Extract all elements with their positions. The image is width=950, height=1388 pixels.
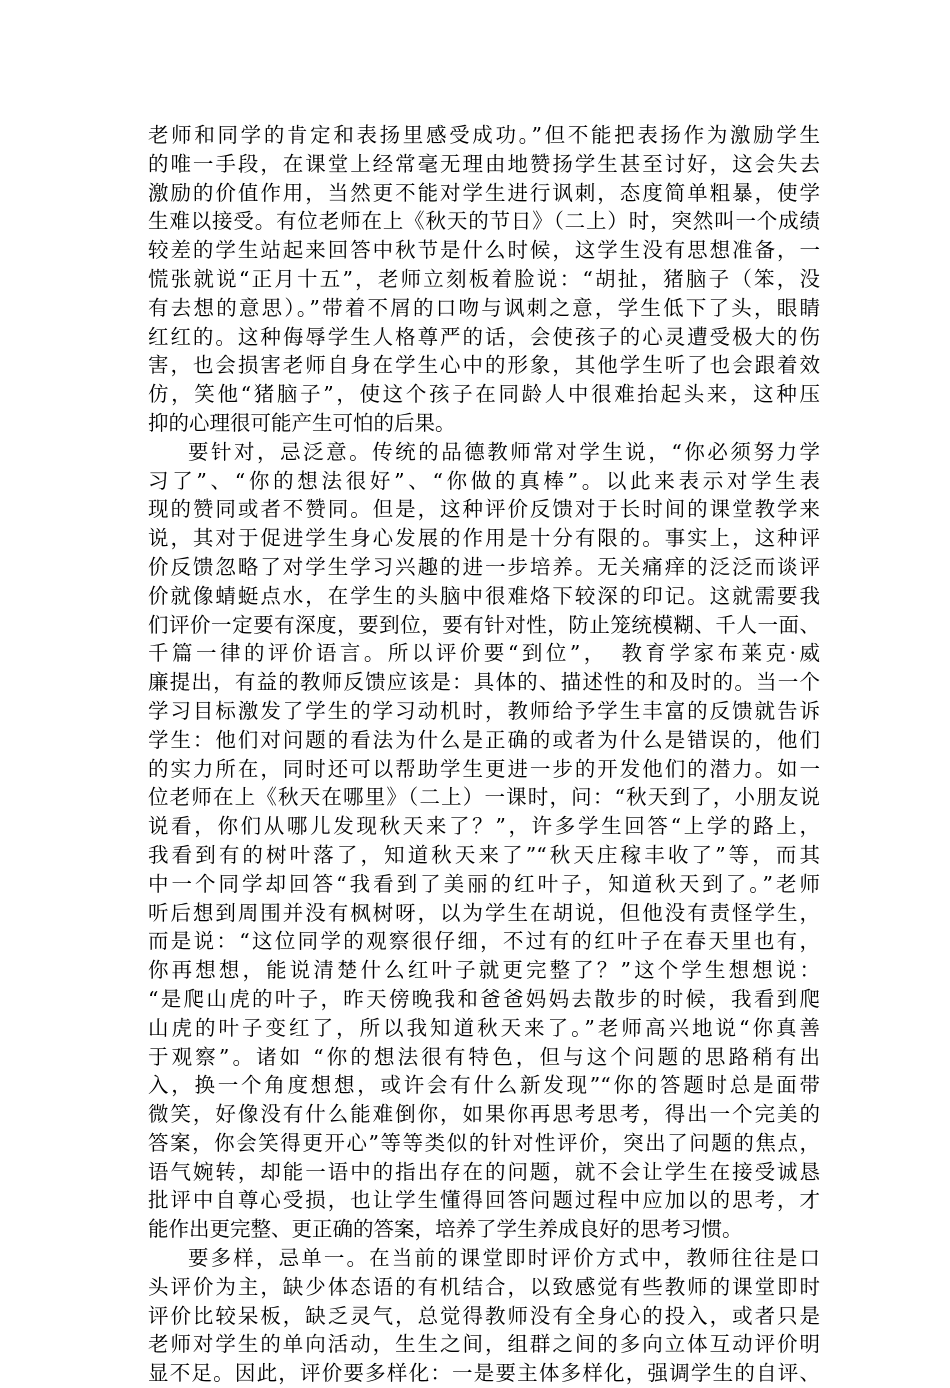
text-line: 慌张就说“正月十五”，老师立刻板着脸说：“胡扯，猪脑子（笨，没 bbox=[148, 266, 820, 291]
text-line: 千篇一律的评价语言。所以评价要“到位”， 教育学家布莱克·威 bbox=[148, 641, 820, 666]
text-line: 微笑，好像没有什么能难倒你，如果你再思考思考，得出一个完美的 bbox=[148, 1102, 820, 1127]
document-body bbox=[148, 121, 820, 1388]
text-line: 听后想到周围并没有枫树呀，以为学生在胡说，但他没有责怪学生， bbox=[148, 900, 820, 925]
text-line: 能作出更完整、更正确的答案，培养了学生养成良好的思考习惯。 bbox=[148, 1217, 743, 1242]
text-line: 批评中自尊心受损，也让学生懂得回答问题过程中应加以的思考，才 bbox=[148, 1188, 820, 1213]
text-line: 中一个同学却回答“我看到了美丽的红叶子，知道秋天到了。”老师 bbox=[148, 871, 820, 896]
text-line: 生难以接受。有位老师在上《秋天的节日》（二上）时，突然叫一个成绩 bbox=[148, 209, 820, 234]
text-line: 答案，你会笑得更开心”等等类似的针对性评价，突出了问题的焦点， bbox=[148, 1130, 820, 1155]
text-line: 显不足。因此，评价要多样化：一是要主体多样化，强调学生的自评、 bbox=[148, 1361, 820, 1386]
text-line: 山虎的叶子变红了，所以我知道秋天来了。”老师高兴地说“你真善 bbox=[148, 1015, 820, 1040]
text-line: 有去想的意思）。”带着不屑的口吻与讽刺之意，学生低下了头，眼睛 bbox=[148, 295, 820, 320]
text-line: 价就像蜻蜓点水，在学生的头脑中很难烙下较深的印记。这就需要我 bbox=[148, 583, 820, 608]
text-line: 入，换一个角度想想，或许会有什么新发现”“你的答题时总是面带 bbox=[148, 1073, 820, 1098]
text-line: “是爬山虎的叶子，昨天傍晚我和爸爸妈妈去散步的时候，我看到爬 bbox=[148, 986, 820, 1011]
text-line: 较差的学生站起来回答中秋节是什么时候，这学生没有思想准备，一 bbox=[148, 238, 820, 263]
text-line: 害，也会损害老师自身在学生心中的形象，其他学生听了也会跟着效 bbox=[148, 353, 820, 378]
text-line: 学习目标激发了学生的学习动机时，教师给予学生丰富的反馈就告诉 bbox=[148, 698, 820, 723]
text-line: 我看到有的树叶落了，知道秋天来了”“秋天庄稼丰收了”等，而其 bbox=[148, 842, 820, 867]
paragraph-start-line: 要针对，忌泛意。传统的品德教师常对学生说，“你必须努力学 bbox=[188, 439, 820, 464]
text-line: 学生：他们对问题的看法为什么是正确的或者为什么是错误的，他们 bbox=[148, 727, 820, 752]
text-line: 老师对学生的单向活动，生生之间，组群之间的多向立体互动评价明 bbox=[148, 1332, 820, 1357]
text-line: 习了”、“你的想法很好”、“你做的真棒”。以此来表示对学生表 bbox=[148, 468, 820, 493]
text-line: 仿，笑他“猪脑子”，使这个孩子在同龄人中很难抬起头来，这种压 bbox=[148, 382, 820, 407]
text-line: 评价比较呆板，缺乏灵气，总觉得教师没有全身心的投入，或者只是 bbox=[148, 1303, 820, 1328]
text-line: 说看，你们从哪儿发现秋天来了？”，许多学生回答“上学的路上， bbox=[148, 814, 820, 839]
text-line: 头评价为主，缺少体态语的有机结合，以致感觉有些教师的课堂即时 bbox=[148, 1274, 820, 1299]
text-line: 你再想想，能说清楚什么红叶子就更完整了？”这个学生想想说： bbox=[148, 958, 820, 983]
text-line: 红红的。这种侮辱学生人格尊严的话，会使孩子的心灵遭受极大的伤 bbox=[148, 324, 820, 349]
text-line: 老师和同学的肯定和表扬里感受成功。”但不能把表扬作为激励学生 bbox=[148, 123, 820, 147]
paragraph-start-line: 要多样，忌单一。在当前的课堂即时评价方式中，教师往往是口 bbox=[188, 1246, 820, 1271]
text-line: 的实力所在，同时还可以帮助学生更进一步的开发他们的潜力。如一 bbox=[148, 756, 820, 781]
text-line: 位老师在上《秋天在哪里》（二上）一课时，问：“秋天到了，小朋友说 bbox=[148, 785, 820, 810]
text-line: 说，其对于促进学生身心发展的作用是十分有限的。事实上，这种评 bbox=[148, 526, 820, 551]
text-line: 的唯一手段，在课堂上经常毫无理由地赞扬学生甚至讨好，这会失去 bbox=[148, 151, 820, 176]
text-line: 抑的心理很可能产生可怕的后果。 bbox=[148, 410, 456, 435]
text-line: 语气婉转，却能一语中的指出存在的问题，就不会让学生在接受诚恳 bbox=[148, 1159, 820, 1184]
text-line: 们评价一定要有深度，要到位，要有针对性，防止笼统模糊、千人一面、 bbox=[148, 612, 820, 637]
text-line: 而是说：“这位同学的观察很仔细，不过有的红叶子在春天里也有， bbox=[148, 929, 820, 954]
text-line: 廉提出，有益的教师反馈应该是：具体的、描述性的和及时的。当一个 bbox=[148, 670, 820, 695]
text-line: 现的赞同或者不赞同。但是，这种评价反馈对于长时间的课堂教学来 bbox=[148, 497, 820, 522]
text-line: 价反馈忽略了对学生学习兴趣的进一步培养。无关痛痒的泛泛而谈评 bbox=[148, 554, 820, 579]
text-line: 激励的价值作用，当然更不能对学生进行讽刺，态度简单粗暴，使学 bbox=[148, 180, 820, 205]
text-line: 于观察”。诸如 “你的想法很有特色，但与这个问题的思路稍有出 bbox=[148, 1044, 820, 1069]
